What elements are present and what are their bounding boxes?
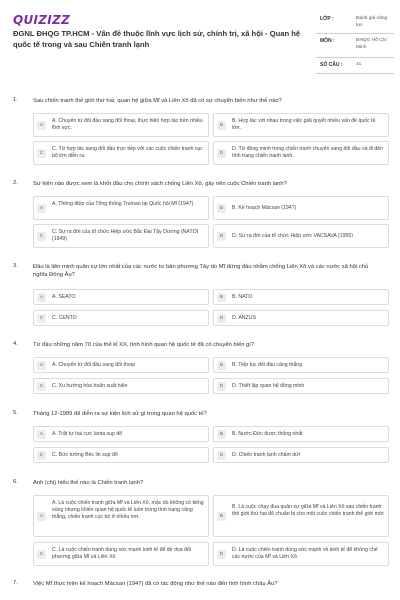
- option-d[interactable]: [213, 447, 389, 463]
- option-text: D. Chiến tranh lạnh chấm dứt: [232, 452, 301, 458]
- option-text: B. Hợp tác với nhau trong việc giải quyết nhiều vấn đề quốc tế lớn.: [232, 118, 376, 131]
- option-d[interactable]: [213, 378, 389, 394]
- option-letter: C: [37, 550, 46, 559]
- option-text: A. Là cuộc chiến tranh giữa Mĩ và Liên Xô, mặc dù không có tiếng súng nhưng khiến quan hệ quốc tế luôn trong tình trạng căng thẳng, chiến tranh cục bộ ở nhiều nơi.: [52, 500, 204, 520]
- option-letter: B: [217, 361, 226, 370]
- option-text: B. Tiếp tục đối đầu căng thẳng: [232, 362, 303, 368]
- question-6: [13, 479, 389, 573]
- option-letter: B: [217, 121, 226, 130]
- meta-key: MÔN :: [320, 38, 335, 44]
- option-text: A. Chuyển từ đối đầu sang đối thoại, thực hiện hợp tác trên nhiều lĩnh vực.: [52, 118, 203, 131]
- option-letter: C: [37, 232, 46, 241]
- option-letter: B: [217, 430, 226, 439]
- option-text: B. Nước Đức được thống nhất: [232, 431, 303, 437]
- option-b[interactable]: [213, 357, 389, 373]
- option-a[interactable]: [33, 495, 209, 537]
- option-c[interactable]: [33, 310, 209, 326]
- question-2: [13, 180, 389, 250]
- option-d[interactable]: [213, 542, 389, 566]
- question-number: 4.: [13, 341, 18, 347]
- option-text: C. Xu hướng hòa hoãn xuất hiện: [52, 383, 128, 389]
- question-number: 1.: [13, 97, 18, 103]
- option-c[interactable]: [33, 378, 209, 394]
- meta-row-grade: [316, 12, 394, 34]
- option-letter: B: [217, 293, 226, 302]
- option-text: C. Là cuộc chiến tranh dùng sức mạnh kinh tế để đe dọa đối phương giữa Mĩ và Liên Xô: [52, 547, 192, 560]
- question-text: Tháng 12-1989 đã diễn ra sự kiện lịch sử gì trong quan hệ quốc tế?: [33, 411, 207, 417]
- option-text: C. Sự ra đời của tổ chức Hiệp ước Bắc Đại Tây Dương (NATO) (1949): [52, 229, 199, 242]
- option-letter: A: [37, 361, 46, 370]
- worksheet-meta: [316, 12, 394, 74]
- meta-row-count: [316, 58, 394, 74]
- option-letter: A: [37, 512, 46, 521]
- worksheet-header: [0, 0, 400, 80]
- option-a[interactable]: [33, 196, 209, 220]
- meta-value: ĐHQG Hồ Chí Minh: [356, 38, 387, 50]
- option-letter: B: [217, 204, 226, 213]
- option-letter: D: [217, 314, 226, 323]
- question-3: [13, 263, 389, 335]
- option-text: D. Sự ra đời của tổ chức Hiệp ước VACSAVA (1955): [232, 233, 354, 239]
- option-c[interactable]: [33, 224, 209, 248]
- question-text: Anh (chị) hiểu thế nào là Chiến tranh lạnh?: [33, 480, 144, 486]
- option-letter: C: [37, 314, 46, 323]
- option-a[interactable]: [33, 113, 209, 137]
- option-letter: D: [217, 451, 226, 460]
- meta-key: SỐ CÂU :: [320, 62, 343, 68]
- quizizz-logo: QUIZIZZ: [13, 13, 71, 27]
- meta-key: LỚP :: [320, 16, 334, 22]
- option-text: D. Là cuộc chiến tranh dùng sức mạnh về kinh tế để khống chế các nước của Mĩ và Liên Xô: [232, 547, 378, 560]
- option-text: A. Thông điệp của Tổng thống Truman tại Quốc hội Mĩ (1947): [52, 201, 194, 207]
- option-letter: A: [37, 121, 46, 130]
- question-4: [13, 341, 389, 403]
- option-letter: A: [37, 430, 46, 439]
- question-number: 3.: [13, 263, 18, 269]
- question-1: [13, 97, 389, 167]
- option-letter: A: [37, 204, 46, 213]
- option-a[interactable]: [33, 426, 209, 442]
- option-letter: A: [37, 293, 46, 302]
- question-number: 7.: [13, 580, 18, 586]
- option-d[interactable]: [213, 141, 389, 165]
- option-b[interactable]: [213, 289, 389, 305]
- option-letter: C: [37, 149, 46, 158]
- worksheet-title: ĐGNL ĐHQG TP.HCM - Vấn đề thuộc lĩnh vực lịch sử, chính trị, xã hội - Quan hệ quốc tế trong và sau Chiến tranh lạnh: [13, 29, 301, 49]
- meta-row-subject: [316, 34, 394, 58]
- option-text: D. Thiết lập quan hệ đồng minh: [232, 383, 305, 389]
- option-b[interactable]: [213, 113, 389, 137]
- question-5: [13, 410, 389, 472]
- option-text: C. Bức tường Béc lin sụp đổ: [52, 452, 118, 458]
- option-b[interactable]: [213, 196, 389, 220]
- option-letter: D: [217, 232, 226, 241]
- option-letter: C: [37, 451, 46, 460]
- option-d[interactable]: [213, 310, 389, 326]
- option-letter: B: [217, 512, 226, 521]
- question-number: 6.: [13, 479, 18, 485]
- question-text: Đâu là liên minh quân sự lớn nhất của các nước tư bản phương Tây do Mĩ đứng đầu nhằm chống Liên Xô và các nước xã hội chủ nghĩa Đông Âu?: [33, 264, 369, 278]
- option-text: B. Là cuộc chạy đua quân sự giữa Mĩ và Liên Xô sau chiến tranh thế giới thứ hai để chuẩn bị cho một cuộc chiến tranh thế giới mới: [232, 504, 384, 517]
- option-text: A. Trật tự hai cực Ianta sụp đổ: [52, 431, 123, 437]
- question-number: 5.: [13, 410, 18, 416]
- option-c[interactable]: [33, 542, 209, 566]
- option-letter: D: [217, 149, 226, 158]
- option-text: C. Từ hợp tác sang đối đầu trực tiếp với các cuộc chiến tranh cục bộ lớn diễn ra.: [52, 146, 203, 159]
- option-b[interactable]: [213, 495, 389, 537]
- question-text: Sự kiện nào được xem là khởi đầu cho chính sách chống Liên Xô, gây nên cuộc Chiến tranh lạnh?: [33, 181, 287, 187]
- option-letter: C: [37, 382, 46, 391]
- option-text: B. NATO: [232, 294, 253, 300]
- option-b[interactable]: [213, 426, 389, 442]
- option-d[interactable]: [213, 224, 389, 248]
- option-text: A. SEATO: [52, 294, 76, 300]
- option-text: B. Kế hoạch Mácsan (1947): [232, 205, 297, 211]
- option-text: A. Chuyển từ đối đầu sang đối thoại: [52, 362, 135, 368]
- option-text: C. CENTO: [52, 315, 77, 321]
- option-letter: D: [217, 382, 226, 391]
- meta-value: 41: [356, 62, 362, 67]
- option-c[interactable]: [33, 141, 209, 165]
- option-text: D. Từ đồng minh trong chiến tranh chuyển sang đối đầu và đi đến tình trạng chiến tranh lạnh.: [232, 146, 384, 159]
- option-a[interactable]: [33, 357, 209, 373]
- question-text: Việc Mĩ thực hiện kế hoạch Mácsan (1947) đã có tác động như thế nào đến tình hình châu Âu?: [33, 581, 278, 587]
- option-letter: D: [217, 550, 226, 559]
- meta-value: Đánh giá năng lực: [356, 16, 388, 28]
- option-a[interactable]: [33, 289, 209, 305]
- question-7: [13, 580, 389, 594]
- question-text: Sau chiến tranh thế giới thứ hai, quan hệ giữa Mĩ và Liên Xô đã có sự chuyển biến như thế nào?: [33, 98, 282, 104]
- option-c[interactable]: [33, 447, 209, 463]
- question-number: 2.: [13, 180, 18, 186]
- question-text: Từ đầu những năm 70 của thế kỉ XX, tình hình quan hệ quốc tế đã có chuyển biến gì?: [33, 342, 255, 348]
- option-text: D. ANZUS: [232, 315, 256, 321]
